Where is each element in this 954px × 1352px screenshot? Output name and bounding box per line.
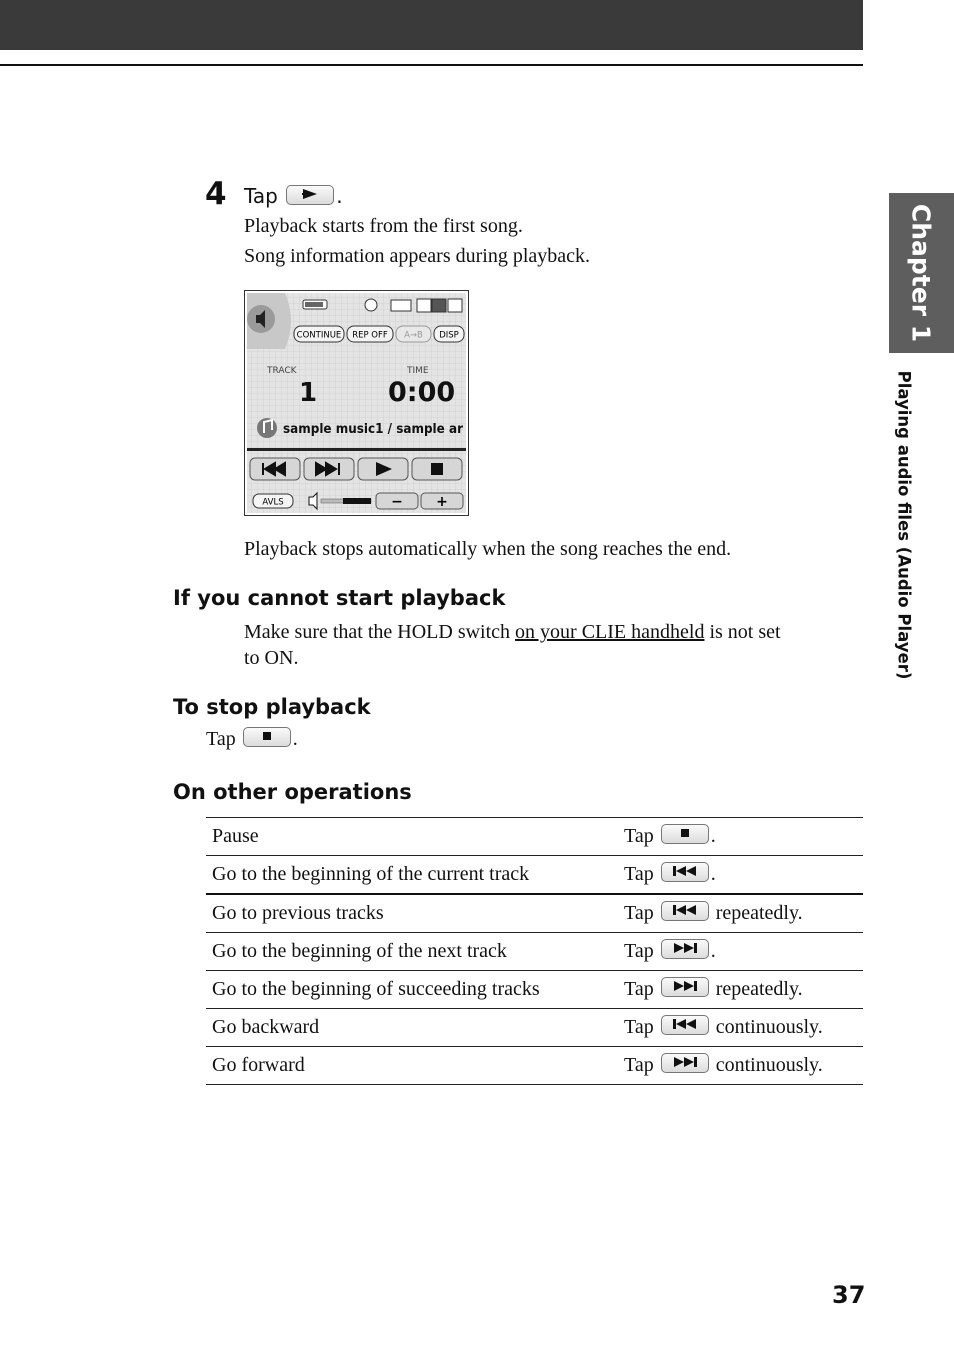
disp-label: DISP <box>439 330 459 341</box>
track-label: TRACK <box>267 366 297 376</box>
step-line-2: Song information appears during playback. <box>244 245 591 267</box>
section-title: Playing audio files (Audio Player) <box>894 370 914 680</box>
table-row <box>206 894 863 933</box>
avls-label: AVLS <box>262 497 284 508</box>
svg-text:+: + <box>436 494 448 510</box>
stop-button-image <box>243 727 291 747</box>
button-image <box>661 977 709 997</box>
stop-icon <box>261 730 273 742</box>
table-row <box>206 856 863 895</box>
continue-label: CONTINUE <box>296 330 342 341</box>
tap-word: Tap <box>244 184 278 208</box>
step-line-1: Playback starts from the first song. <box>244 215 523 237</box>
other-operations-heading: On other operations <box>173 780 412 804</box>
header-rule <box>0 64 863 66</box>
stop-icon <box>679 827 691 839</box>
track-number: 1 <box>299 378 318 408</box>
operations-table <box>206 817 863 1085</box>
button-image <box>661 1053 709 1073</box>
time-label: TIME <box>407 366 429 376</box>
page-number: 37 <box>832 1281 866 1309</box>
table-row <box>206 818 863 856</box>
audio-player-figure <box>245 291 468 515</box>
next-track-icon <box>672 942 698 954</box>
action-cell: Tap . <box>618 933 863 971</box>
next-track-icon <box>672 1056 698 1068</box>
action-cell: Tap . <box>618 818 863 856</box>
operation-cell: Go backward <box>206 1009 618 1047</box>
stop-instruction: Tap . <box>206 728 298 750</box>
disc-icon <box>365 299 377 311</box>
chapter-label: Chapter 1 <box>906 203 936 343</box>
cannot-start-heading: If you cannot start playback <box>173 586 506 610</box>
action-cell: Tap continuously. <box>618 1009 863 1047</box>
action-cell: Tap . <box>618 856 863 895</box>
previous-track-icon <box>672 1018 698 1030</box>
list-icon <box>417 299 431 312</box>
ab-label: A→B <box>404 330 423 341</box>
table-row <box>206 933 863 971</box>
button-image <box>661 939 709 959</box>
time-value: 0:00 <box>388 377 456 408</box>
repeat-label: REP OFF <box>352 330 388 341</box>
album-icon <box>432 299 446 312</box>
table-row <box>206 971 863 1009</box>
clie-handheld-link[interactable]: on your CLIE handheld <box>515 621 705 643</box>
play-button-image <box>286 185 334 205</box>
song-title: sample music1 / sample ar <box>283 421 464 437</box>
operation-cell: Go to the beginning of the current track <box>206 856 618 895</box>
operation-cell: Pause <box>206 818 618 856</box>
card-icon <box>391 300 411 311</box>
button-image <box>661 862 709 882</box>
play-icon <box>300 188 320 200</box>
audio-player-screenshot <box>244 290 469 516</box>
cannot-start-text: Make sure that the HOLD switch on your CLIE handheld is not set <box>244 621 781 643</box>
button-image <box>661 1015 709 1035</box>
next-track-icon <box>672 980 698 992</box>
operation-cell: Go forward <box>206 1047 618 1085</box>
menu-icon <box>448 299 462 312</box>
step-number: 4 <box>205 176 227 212</box>
header-bar <box>0 0 863 50</box>
button-image <box>661 901 709 921</box>
stop-heading: To stop playback <box>173 695 371 719</box>
action-cell: Tap repeatedly. <box>618 971 863 1009</box>
playback-stops-note: Playback stops automatically when the song reaches the end. <box>244 538 732 560</box>
table-row <box>206 1047 863 1085</box>
table-row <box>206 1009 863 1047</box>
operation-cell: Go to the beginning of the next track <box>206 933 618 971</box>
action-cell: Tap continuously. <box>618 1047 863 1085</box>
button-image <box>661 824 709 844</box>
action-cell: Tap repeatedly. <box>618 894 863 933</box>
previous-track-icon <box>672 865 698 877</box>
operation-cell: Go to previous tracks <box>206 894 618 933</box>
previous-track-icon <box>672 904 698 916</box>
svg-text:−: − <box>391 494 403 510</box>
step-instruction: Tap . <box>244 184 343 208</box>
operation-cell: Go to the beginning of succeeding tracks <box>206 971 618 1009</box>
progress-bar <box>247 448 466 451</box>
cannot-start-text-2: to ON. <box>244 647 299 669</box>
